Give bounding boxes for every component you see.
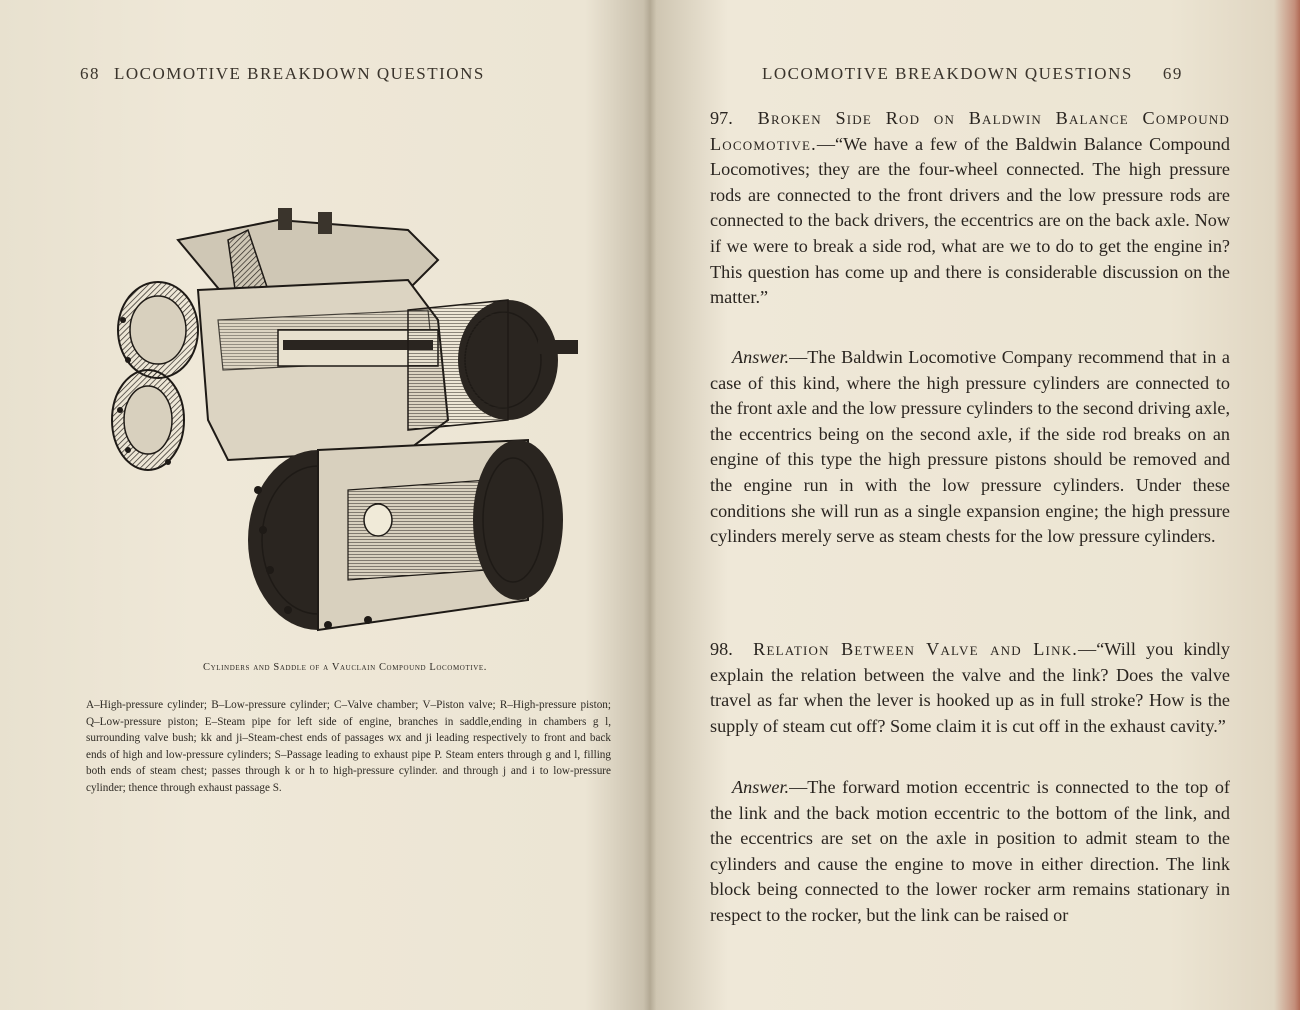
running-head-left bbox=[80, 64, 485, 84]
running-head-title-right: LOCOMOTIVE BREAKDOWN QUESTIONS bbox=[762, 64, 1133, 83]
answer-label: Answer. bbox=[732, 347, 790, 367]
figure-caption-body: A–High-pressure cylinder; B–Low-pressure cylinder; C–Valve chamber; V–Piston valve; R–High-pressure piston; Q–Low-pressure piston; E–Steam pipe for left side of engine, branches in saddle,ending in chambers g l, surrounding valve bush; kk and ji–Steam-chest ends of passages wx and ji leading respectively to front and back ends of high and low-pressure cylinders; S–Passage leading to exhaust pipe P. Steam enters through g and l, filling both ends of steam chest; passes through k or h to high-pressure cylinder. and through j and i to low-pressure cylinder; thence through exhaust passage S. bbox=[86, 699, 611, 794]
answer-label: Answer. bbox=[732, 777, 790, 797]
question-heading: Broken Side Rod on Baldwin Balance Compound Locomotive. bbox=[710, 108, 1230, 154]
figure-caption-title: Cylinders and Saddle of a Vauclain Compound Locomotive. bbox=[202, 662, 488, 673]
answer-97 bbox=[710, 345, 1230, 550]
question-98 bbox=[710, 637, 1230, 739]
running-head-right bbox=[762, 64, 1183, 84]
right-page bbox=[650, 0, 1300, 1010]
running-head-title-left: LOCOMOTIVE BREAKDOWN QUESTIONS bbox=[114, 64, 485, 83]
question-text: —“We have a few of the Baldwin Balance Compound Locomotives; they are the four-wheel connected. The high pressure rods are connected to the front drivers and the low pressure rods are connected to the back drivers, the eccentrics are on the back axle. Now if we were to break a side rod, what are we to do to get the engine in? This question has come up and there is considerable discussion on the matter.” bbox=[710, 133, 1230, 308]
answer-text: —The Baldwin Locomotive Company recommend that in a case of this kind, where the high pressure cylinders are connected to the front axle and the low pressure cylinders to the second driving axle, the eccentrics being on the second axle, if the side rod breaks on an engine of this type the high pressure pistons should be removed and the engine run in with the low pressure cylinders. Under these conditions she will run as a single expansion engine; the high pressure cylinders merely serve as steam chests for the low pressure cylinders. bbox=[710, 347, 1230, 547]
question-number: 97. bbox=[710, 108, 733, 128]
question-number: 98. bbox=[710, 639, 733, 659]
page-number-left: 68 bbox=[80, 64, 100, 83]
page-number-right: 69 bbox=[1162, 64, 1183, 83]
question-97 bbox=[710, 106, 1230, 311]
answer-text: —The forward motion eccentric is connected to the top of the link and the back motion eccentric to the bottom of the link, and the eccentrics are set on the axle in position to admit steam to the cylinders and cause the engine to move in either direction. The link block being connected to the lower rocker arm remains stationary in respect to the rocker, but the link can be raised or bbox=[710, 777, 1230, 925]
answer-98 bbox=[710, 775, 1230, 929]
question-heading: Relation Between Valve and Link. bbox=[753, 639, 1079, 659]
locomotive-cylinder-engraving-icon bbox=[108, 200, 588, 650]
question-text: —“Will you kindly explain the relation between the valve and the link? Does the valve travel as far when the lever is hooked up as in full stroke? How is the supply of steam cut off? Some claim it is cut off in the exhaust cavity.” bbox=[710, 639, 1231, 736]
